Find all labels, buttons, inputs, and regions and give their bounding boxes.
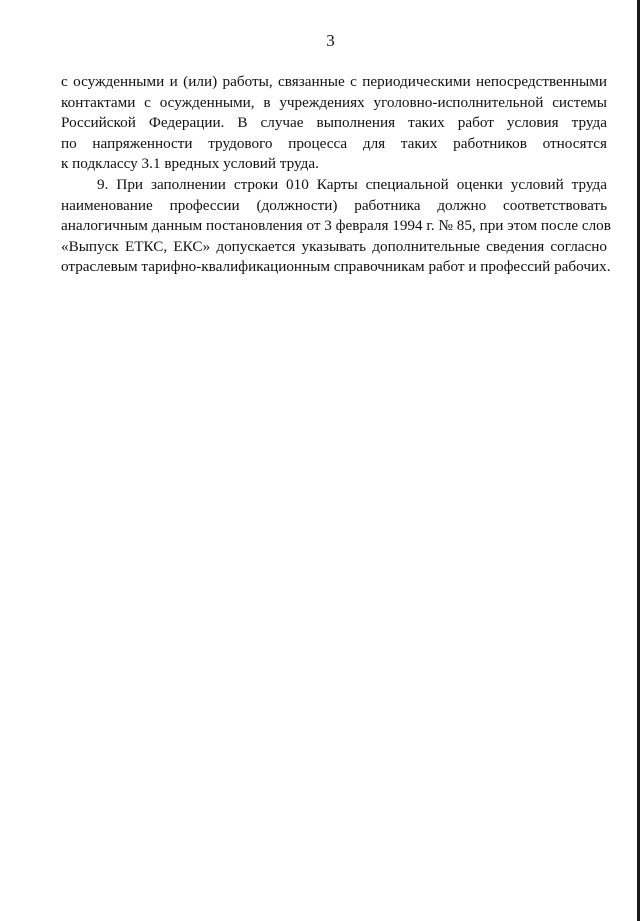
text-line: 9. При заполнении строки 010 Карты специальной оценки условий труда	[97, 175, 607, 193]
text-line: наименование профессии (должности) работника должно соответствовать	[61, 196, 607, 214]
text-line: контактами с осужденными, в учреждениях уголовно-исполнительной системы	[61, 93, 607, 111]
page-number: 3	[326, 31, 335, 50]
text-line: «Выпуск ЕТКС, ЕКС» допускается указывать дополнительные сведения согласно	[61, 237, 607, 255]
text-line: по напряженности трудового процесса для таких работников относятся	[61, 134, 607, 152]
text-line: с осужденными и (или) работы, связанные с периодическими непосредственными	[61, 73, 607, 90]
text-line: отраслевым тарифно-квалификационным справочникам работ и профессий рабочих.	[61, 258, 611, 276]
text-line: аналогичным данным постановления от 3 февраля 1994 г. № 85, при этом после слов	[61, 217, 611, 235]
text-line: к подклассу 3.1 вредных условий труда.	[61, 155, 319, 173]
document-body	[61, 72, 611, 278]
text-line: Российской Федерации. В случае выполнения таких работ условия труда	[61, 114, 607, 132]
paragraph-item-9	[61, 175, 611, 278]
paragraph-continuation	[61, 72, 607, 175]
